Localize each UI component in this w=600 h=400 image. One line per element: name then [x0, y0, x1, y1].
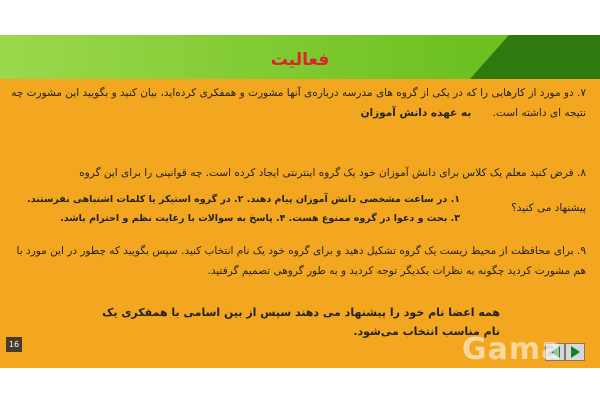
question-9-text: ۹. برای محافظت از محیط زیست یک گروه تشکیل دهید و برای گروه خود یک نام انتخاب کنید. سپس بگویید که چطور در این مورد با هم مشورت کردید چگونه به نظرات یکدیگر توجه کردید و به طور گروهی تصمیم گرفتید. — [16, 245, 586, 277]
question-8-text-continued: پیشنهاد می کنید؟ — [511, 202, 586, 214]
question-8-answer-line-1: ۱. در ساعت مشخصی دانش آموزان پیام دهند. ۲. در گروه استیکر یا کلمات اشتباهی نفرستند. — [27, 194, 460, 205]
slide — [0, 35, 600, 368]
question-7-answer: به عهده دانش آموزان — [360, 107, 472, 119]
question-8-text: ۸. فرض کنید معلم یک کلاس برای دانش آموزان خود یک گروه اینترنتی ایجاد کرده است. چه قوانینی را برای این گروه — [79, 167, 586, 179]
next-slide-button[interactable] — [565, 343, 585, 361]
slide-title: فعالیت — [270, 50, 330, 70]
question-8-answer-line-2: ۳. بحث و دعوا در گروه ممنوع هست. ۴. پاسخ به سوالات با رعایت نظم و احترام باشد. — [60, 213, 460, 224]
question-7-text: ۷. دو مورد از کارهایی را که در یکی از گروه های مدرسه درباره‌ی آنها مشورت و همفکری کرده‌اید، بیان کنید و بگویید این مشورت چه نتیجه ای داشته است. — [11, 87, 586, 119]
page-number: 16 — [6, 337, 22, 352]
question-9-answer: همه اعضا نام خود را پیشنهاد می دهند سپس از بین اسامی با همفکری یک نام مناسب انتخاب می‌شود. — [102, 306, 500, 338]
question-7 — [11, 83, 586, 123]
arrow-right-icon — [571, 346, 580, 358]
watermark-logo: Gama — [462, 332, 563, 367]
